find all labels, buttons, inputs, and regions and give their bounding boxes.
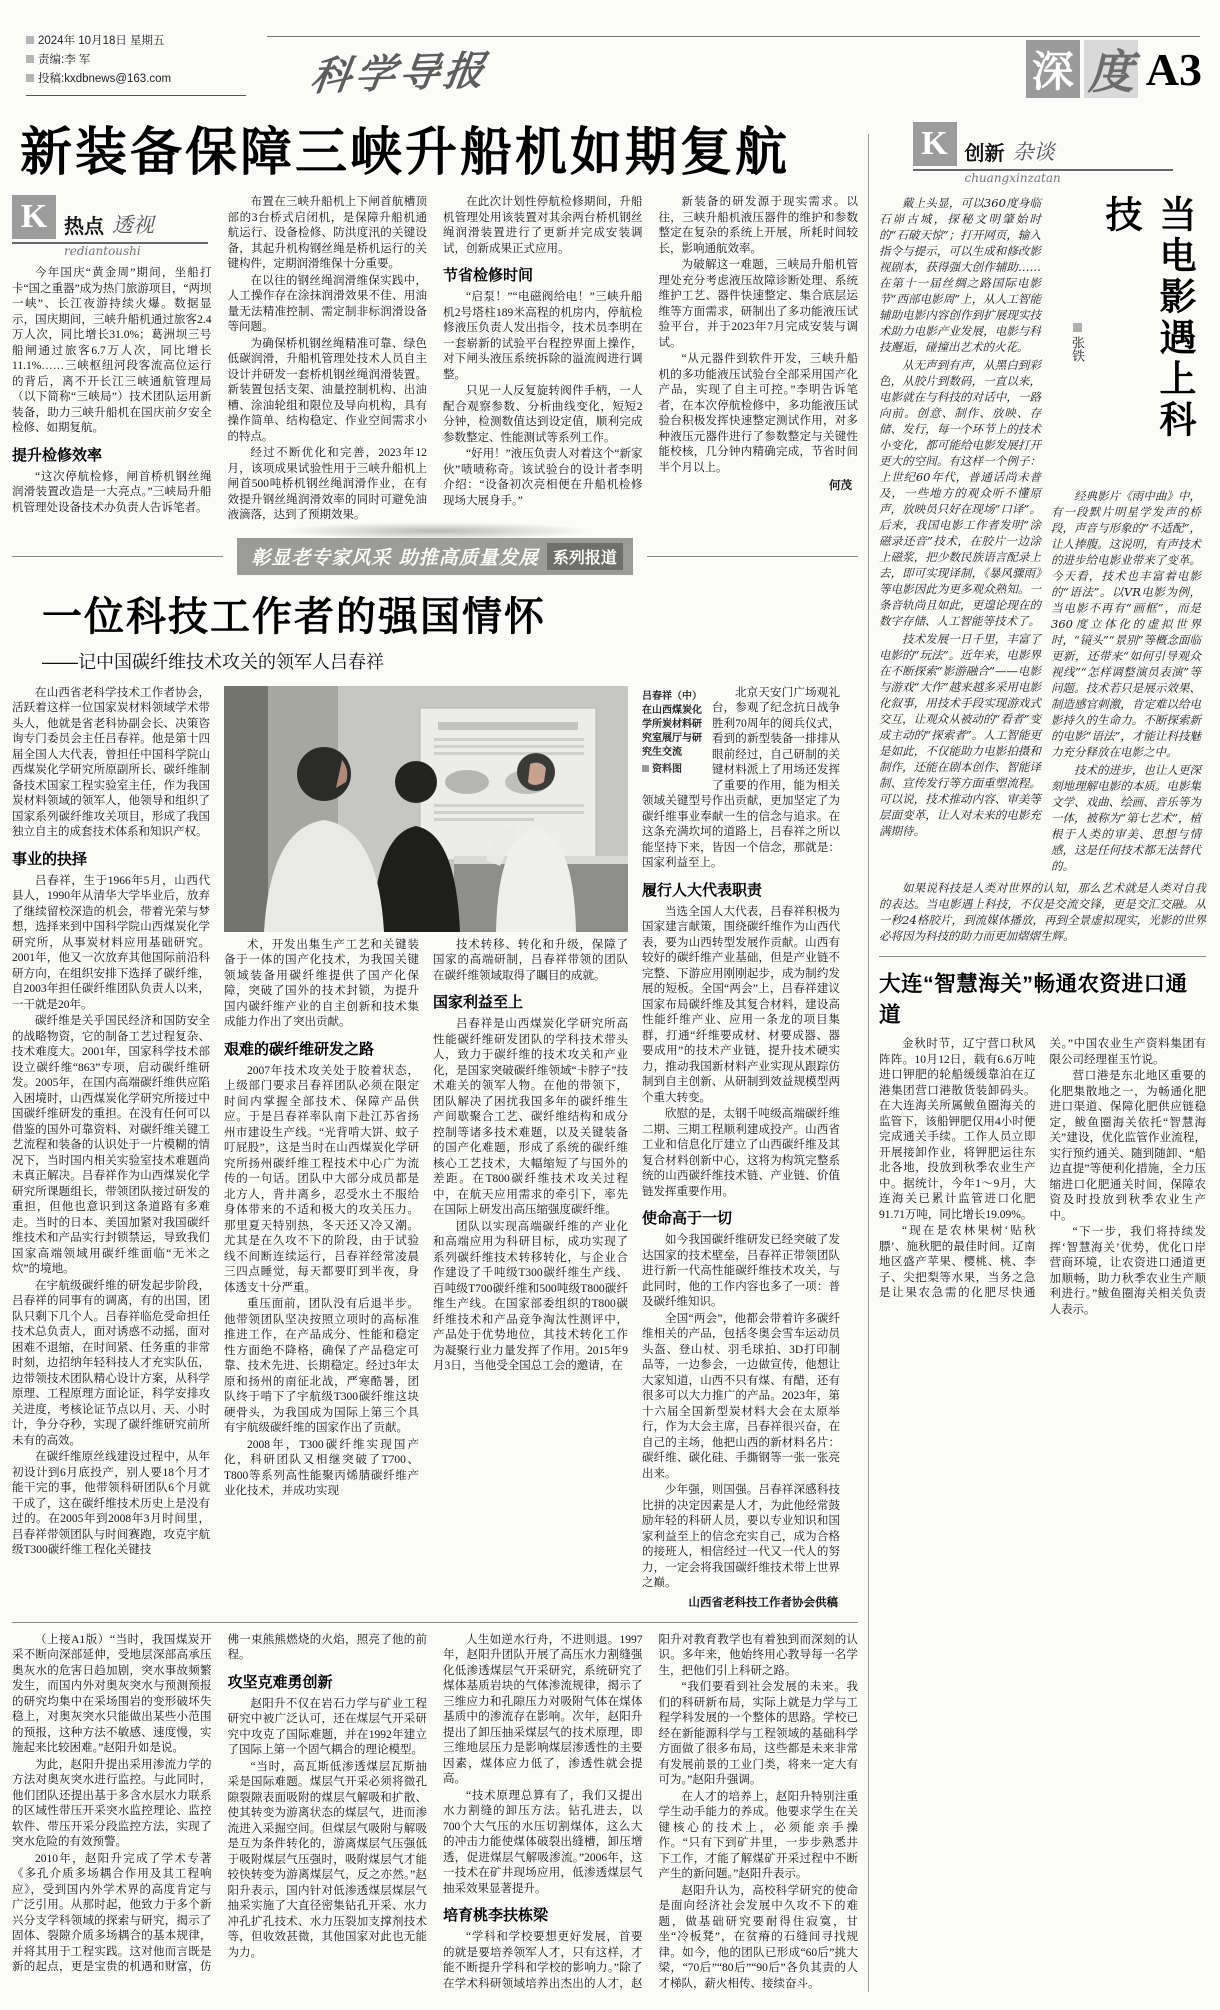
article2-col3 [433, 938, 628, 1501]
article2-col1 [12, 686, 210, 1610]
essay-film-tech [879, 195, 1206, 944]
article-subhead: 国家利益至上 [433, 994, 524, 1011]
essay-closing: 如果说科技是人类对世界的认知，那么艺术就是人类对自我的表达。当电影遇上科技，不仅是交流交锋，更是交汇交融。从一秒24格胶片，到流媒体播放，再到全景虚拟现实，光影的世界必将因为科技的助力而更加熠熠生辉。 [879, 881, 1206, 943]
article-paragraph: 在人才的培养上，赵阳升特别注重学生动手能力的养成。他要求学生在关键核心的技术上，必须能亲手操作。“只有下到矿井里，一步步熟悉井下工作，才能了解煤矿开采过程中不断产生的新问题。”赵阳升表示。 [658, 1790, 858, 1880]
article-paragraph: 技术发展一日千里，丰富了电影的“玩法”。近年来，电影界在不断探索“影游融合”——电影与游戏“大作”越来越多采用电影化叙事，用技术手段实现游戏式交互，让观众从被动的“看者”变成主动的“探索者”。人工智能更是如此，不仅能助力电影拍摄和制作，还能在剧本创作、智能译制、宣传发行等方面重塑流程。可以说，技术推动内容、审美等层面变革，让人对未来的电影充满期待。 [879, 632, 1041, 838]
article-paragraph: （上接A1版）“当时，我国煤炭开采不断向深部延伸，受地层深部高承压奥灰水的危害日趋加剧，突水事故频繁发生，而国内外对奥灰突水与预测预报的研究均集中在采场围岩的变形破坏失稳上，对奥灰突水只能做出某些小范围的预报，这种方法不敏感、速度慢，实施起来比较困难。”赵阳升如是说。 [12, 1633, 212, 1754]
article-paragraph: 戴上头显，可以360度身临石峁古城，探秘文明肇始时的“石破天惊”；打开网页，输入指令与提示，可以生成和修改影视剧本，获得强大创作辅助……在第十一届丝绸之路国际电影节“西部电影周”上，从人工智能辅助电影内容创作到扩展现实技术助力电影产业发展，电影与科技邂逅，碰撞出艺术的火花。 [879, 196, 1041, 354]
essay-title: 当电影遇上科技 [1100, 195, 1195, 441]
article2-middle [224, 686, 628, 1610]
article-paragraph: 2010年，赵阳升完成了学术专著《多孔介质多场耦合作用及其工程响应》，受到国内外学术界的高度肯定与广泛引用。从那时起，他致力于多个新兴分支学科领域的探索与研究，揭示了固体、裂隙介质多场耦合的基本规律，并将其用于工程实践。这对他而言既是新的起点，更是宝贵的机遇和财富，仿佛一束熊熊燃烧的火焰，照亮了他的前程。 [12, 1633, 427, 1973]
article-paragraph: “这次停航检修，闸首桥机钢丝绳润滑装置改造是一大亮点。”三峡局升船机管理处设备技术办负责人告诉笔者。 [12, 470, 212, 514]
article-paragraph: 经典影片《雨中曲》中，有一段默片明星学发声的桥段，声音与形象的“不适配”，让人捧腹。这说明，有声技术的进步给电影业带来了变革。今天看，技术也丰富着电影的“语法”。以VR电影为例，当电影不再有“画框”，而是360度立体化的虚拟世界时，“镜头”“景别”等概念面临更新，还带来“如何引导观众视线”“怎样调整演员表演”等问题。技术若只是展示效果、制造感官刺激，肯定难以给电影持久的生命力。不断探索新的电影“语法”，才能让科技魅力充分释放在电影之中。 [1051, 489, 1202, 759]
article-paragraph: 在宇航级碳纤维的研发起步阶段，吕春祥的同事有的调离，有的出国，团队只剩下几个人。吕春祥临危受命担任技术总负责人，面对诱惑不动摇，面对困难不退缩，在时间紧、任务重的非常时刻，边招纳年轻科技人才充实队伍，边带领技术团队精心设计方案，从科学原理、工程原理方面论证，科学安排攻关进度，考核论证节点以月、天、小时计，争分夺秒，实现了碳纤维研究前所未有的高效。 [12, 1279, 210, 1447]
article-paragraph: “我们要看到社会发展的未来。我们的科研新布局，实际上就是力学与工程学科发展的一个整体的思路。学校已经在新能源科学与工程领域的基础科学方面做了很多布局，这些都是未来非常有发展前景的工业门类，将来一定大有可为。”赵阳升强调。 [658, 1681, 858, 1786]
section-divider [12, 1622, 858, 1623]
essay-continuation [1051, 488, 1201, 876]
article-paragraph: 少年强，则国强。吕春祥深感科技比拼的决定因素是人才，为此他经常鼓励年轻的科研人员，要以专业知识和国家利益至上的信念充实自己，成为合格的接班人，相信经过一代又一代人的努力，一定会将我国碳纤维技术带上世界之巅。 [642, 1484, 840, 1589]
article2-subtitle: ——记中国碳纤维技术攻关的领军人吕春祥 [42, 651, 384, 672]
essay-right-column [1051, 195, 1201, 876]
author-square-icon [1073, 323, 1082, 332]
banner-calligraphy: 彰显老专家风采 助推高质量发展 [251, 546, 539, 569]
article2-col2 [224, 938, 419, 1501]
article-paragraph: 在以往的钢丝绳润滑维保实践中，人工操作存在涂抹润滑效果不佳、用油量无法精准控制、需定制非标润滑设备等问题。 [227, 274, 427, 333]
article-paragraph: 吕春祥是山西煤炭化学研究所高性能碳纤维研发团队的学科技术带头人，致力于碳纤维的技术攻关和产业化，是国家突破碳纤维领域“卡脖子”技术难关的领军人物。在他的带领下，团队解决了困扰我国多年的碳纤维生产间歇聚合工艺、碳纤维结构和成分控制等诸多技术难题，以及关键装备的国产化难题，形成了系统的碳纤维核心工艺技术，大幅缩短了与国外的差距。在T800碳纤维技术攻关过程中，在航天应用需求的牵引下，率先在国际上研发出高压缩强度碳纤维。 [433, 1018, 628, 1216]
article-paragraph: 吕春祥，生于1966年5月，山西代县人，1990年从清华大学毕业后，放弃了继续留校深造的机会，带着光荣与梦想，选择来到中国科学院山西煤炭化学研究所，从事炭材料应用基础研究。2001年，他又一次放弃其他国际前沿科研方向，在组织安排下选择了碳纤维，自2003年担任碳纤维团队负责人以来，一干就是20年。 [12, 874, 210, 1011]
banner-rule-left [12, 556, 223, 557]
article-paragraph: 2007年技术攻关处于胶着状态，上级部门要求吕春祥团队必须在限定时间内掌握全部技术、保障产品供应。于是吕春祥率队南下赴江苏省扬州市建设生产线。“光背啃大饼、蚊子叮屁股”，这是当时在山西煤炭化学研究所扬州碳纤维工程技术中心广为流传的一句话。团队中大部分成员都是北方人，背井离乡，忍受水土不服给身体带来的不适和极大的攻关压力。那里夏天特别热，冬天还又冷又潮。尤其是在久攻不下的阶段，由于试验线不间断连续运行，吕春祥经常凌晨三四点睡觉，每天都要盯到半夜，身体透支十分严重。 [224, 1064, 419, 1294]
photo-caption: 吕春祥（中）在山西煤炭化学所炭材料研究室展厅与研究生交流 资料图 [642, 690, 702, 775]
article2-col4 [642, 686, 840, 1610]
essay-author: 张铁 [1068, 323, 1087, 480]
article-paragraph: 如今我国碳纤维研发已经突破了发达国家的技术壁垒，吕春祥正带领团队进行新一代高性能碳纤维技术攻关，与此同时，他的工作内容也多了一项：普及碳纤维知识。 [642, 1234, 840, 1308]
article-subhead: 培育桃李扶栋梁 [443, 1907, 549, 1924]
article-paragraph: “技术原理总算有了，我们又提出水力割缝的卸压方法。钻孔进去，以700个大气压的水压切割煤体，这么大的冲击力能使煤体破裂出缝槽，卸压增透，促进煤层气解吸渗流。”2006年，这一技术在矿井现场应用，低渗透煤层气抽采效果显著提升。 [443, 1789, 643, 1895]
article2-headline: 一位科技工作者的强国情怀 [42, 594, 546, 639]
article-paragraph: 当选全国人大代表，吕春祥积极为国家建言献策，围绕碳纤维作为山西代表，要为山西转型发展作贡献。山西有较好的碳纤维产业基础，但是产业链不完整、下游应用刚刚起步，成为制约发展的短板。全国“两会”上，吕春祥建议国家布局碳纤维及其复合材料，建设高性能纤维产业、应用一条龙的项目集群，打通“纤维要成材、材要成器、器要成用”的技术产业链，提升技术硬实力，推动我国新材料产业实现从跟踪仿制到自主创新、从研制到效益规模型两个重大转变。 [642, 905, 840, 1104]
photo-illustration [224, 686, 628, 932]
bullet-square-icon [26, 74, 34, 82]
paper-logo: 科学导报 [307, 46, 492, 101]
article-paragraph: 重压面前，团队没有后退半步。他带领团队坚决按照立项时的高标准推进工作，在产品成分、性能和稳定性方面绝不降格，确保了产品稳定可靠、技术先进、长期稳定。经过3年太原和扬州的南征北战，严寒酷暑，团队终于啃下了宇航级T300碳纤维这块硬骨头，为我国成为国际上第三个具有宇航级碳纤维的国家作出了贡献。 [224, 1298, 419, 1434]
article2-col4-text [642, 686, 840, 1610]
article-subhead: 提升检修效率 [12, 446, 103, 464]
main-column [12, 106, 858, 1992]
column-rule [868, 134, 869, 1992]
article-subhead: 履行人大代表职责 [642, 881, 763, 899]
article1-headline: 新装备保障三峡升船机如期复航 [20, 124, 791, 182]
article-paragraph: 在碳纤维原丝线建设过程中，从年初设计到6月底投产，别人要18个月才能干完的事，他带领科研团队6个月就干成了，这在碳纤维技术历史上是没有过的。在2005年到2008年3月时间里，吕春祥带领团队与时间赛跑，攻克宇航级T300碳纤维工程化关键技 [12, 1451, 210, 1556]
article-paragraph: “当时，高瓦斯低渗透煤层瓦斯抽采是国际难题。煤层气开采必须将微孔隙裂隙表面吸附的煤层气解吸和扩散、使其转变为游离状态的煤层气，进而渗流进入采掘空间。但煤层气吸附与解吸是互为条件转化的，游离煤层气压强低于吸附煤层气压强时，吸附煤层气才能较快转变为游离煤层气，反之亦然。”赵阳升表示，国内针对低渗透煤层煤层气抽采实施了大直径密集钻孔开采、水力冲孔扩孔技术、水力压裂加支撑剂技术等，但收效甚微，其他国家对此也无能为力。 [227, 1760, 427, 1959]
article-paragraph: “现在是农林果树‘贴秋膘’、施秋肥的最佳时间。辽南地区盛产苹果、樱桃、桃、李子、尖把梨等水果，当务之急是让果农急需的化肥尽快通关。”中国农业生产资料集团有限公司经理崔玉竹说。 [879, 1038, 1206, 1299]
bullet-square-icon [26, 55, 34, 63]
article-paragraph: 今年国庆“黄金周”期间，坐船打卡“国之重器”成为热门旅游项目，“两坝一峡”、长江夜游持续火爆。数据显示，国庆期间，三峡升船机通过旅客2.4万人次，同比增长31.0%；葛洲坝三号船闸通过旅客6.7万人次，同比增长11.1%……三峡枢纽河段客流高位运行的背后，离不开长江三峡通航管理局（以下简称“三峡局”）技术团队运用新装备，助力三峡升船机在国庆前夕安全检修、如期复航。 [12, 267, 212, 434]
kicker-chuangxinzatan: K 创新 杂谈 chuangxinzatan [913, 122, 1173, 185]
article-paragraph: “下一步，我们将持续发挥‘智慧海关’优势，优化口岸营商环境，让农资进口通道更加顺畅，助力秋季农业生产顺利进行。”鲅鱼圈海关相关负责人表示。 [1049, 1226, 1206, 1316]
page-number: A3 [1145, 43, 1202, 95]
article-paragraph: 为破解这一难题，三峡局升船机管理处充分考虑液压故障诊断处理、系统维护工艺、器件快速整定、集合底层运维等方面需求，研制出了多功能液压试验平台，并于2023年7月完成安装与调试。 [658, 259, 858, 349]
article2-photo [224, 686, 628, 932]
article-paragraph: 技术转移、转化和升级，保障了国家的高端研制，吕春祥带领的团队在碳纤维领域取得了瞩目的成就。 [433, 938, 628, 982]
banner-rule-right [647, 556, 858, 557]
article-subhead: 事业的抉择 [12, 850, 88, 868]
editor-line: 责编:李 军 [26, 51, 246, 70]
article-paragraph: 团队以实现高端碳纤维的产业化和高端应用为科研目标，成功实现了系列碳纤维技术转移转化，与企业合作建设了千吨级T300碳纤维生产线、百吨级T700碳纤维和500吨级T800碳纤维生产线。在国家部委组织的T800碳纤维技术和产品竞争淘汰性测评中，产品处于优势地位，其技术转化工作为凝聚行业力量发挥了作用。2015年9月3日，当他受全国总工会的邀请，在 [433, 1220, 628, 1372]
article-paragraph: 经过不断优化和完善，2023年12月，该项成果试验性用于三峡升船机上闸首500吨桥机钢丝绳润滑作业，在有效提升钢丝绳润滑效率的同时可避免油液滴落，达到了预期效果。 [227, 447, 427, 521]
article-paragraph: “从元器件到软件开发，三峡升船机的多功能液压试验台全部采用国产化产品，实现了自主可控。”李明告诉笔者，在本次停航检修中，多功能液压试验台积极发挥快速整定测试作用，对多种液压元器件进行了参数整定与关键性能校核，几分钟内精确完成，节省时间半个月以上。 [658, 353, 858, 474]
article-paragraph: 欣慰的是，太钢千吨级高端碳纤维二期、三期工程顺利建成投产。山西省工业和信息化厅建立了山西碳纤维及其复合材料创新中心，这将为构筑完整系统的山西碳纤维技术链、产业链、价值链发挥重要作用。 [642, 1108, 840, 1198]
section-badge [1026, 40, 1202, 98]
article-paragraph: “启泵！”“电磁阀给电！”三峡升船机2号塔柱189米高程的机房内，停航检修液压负责人发出指令，技术员李明在一套崭新的试验平台程控界面上操作，对下闸头液压系统拆除的溢流阀进行调整。 [443, 291, 643, 381]
bullet-square-icon [26, 36, 34, 44]
masthead [12, 14, 1208, 106]
article4-headline: 大连“智慧海关”畅通农资进口通道 [879, 972, 1188, 1027]
article-paragraph: 人生如逆水行舟，不进则退。1997年，赵阳升团队开展了高压水力割缝强化低渗透煤层气开采研究，系统研究了煤体基质岩块的气体渗流规律，揭示了三维应力和孔隙压力对吸附气体在煤体基质中的渗流存在影响。次年，赵阳升提出了卸压抽采煤层气的技术原理，即三维地层压力是影响煤层渗透性的主要因素，煤体应力低了，渗透性就会提高。 [443, 1633, 643, 1785]
article-paragraph: 为此，赵阳升提出采用渗流力学的方法对奥灰突水进行监控。与此同时，他们团队还提出基于多含水层水力联系的区域性带压开采突水监控理论、监控软件、带压开采分段监控方法，实现了突水危险的有效预警。 [12, 1758, 212, 1848]
masthead-meta [26, 32, 246, 96]
article-lv-chunxiang [12, 585, 858, 1610]
article1-body [12, 195, 858, 524]
article-subhead: 使命高于一切 [642, 1210, 733, 1227]
article-paragraph: 新装备的研发源于现实需求。以往，三峡升船机液压器件的维护和参数整定在复杂的系统上开展，所耗时间较长，影响通航效率。 [658, 196, 858, 255]
article-paragraph: 山西省老科技工作者协会供稿 [688, 1596, 838, 1609]
article-paragraph: 布置在三峡升船机上下闸首航槽顶部的3台桥式启闭机，是保障升船机通航运行、设备检修、防洪度汛的关键设备，其起升机构钢丝绳是桥机运行的关键构件，定期润滑维保十分重要。 [227, 196, 427, 270]
article-paragraph: “好用！”液压负责人对着这个“新家伙”啧啧称奇。该试验台的设计者李明介绍：“设备初次亮相便在升船机检修现场大展身手。” [443, 448, 643, 507]
sidebar-divider [879, 956, 1206, 957]
banner-tag: 系列报道 [547, 543, 623, 570]
article-paragraph: 何茂 [829, 480, 852, 492]
article3-body [12, 1633, 858, 1993]
essay-left-column [879, 195, 1041, 876]
article-paragraph: 技术的进步，也让人更深刻地理解电影的本质。电影集文学、戏曲、绘画、音乐等为一体，被称为“第七艺术”，植根于人类的审美、思想与情感，这是任何技术都无法替代的。 [1051, 763, 1201, 873]
article-paragraph: 2008年，T300碳纤维实现国产化，科研团队又相继突破了T700、T800等系列高性能聚丙烯腈碳纤维产业化技术，并成功实现 [224, 1438, 419, 1497]
article-paragraph: 只见一人反复旋转阀件手柄，一人配合观察参数、分析曲线变化，短短2分钟，检测数值达到设定值，顺利完成参数整定、性能测试等系列工作。 [443, 385, 643, 444]
submission-line: 投稿:kxdbnews@163.com [26, 70, 246, 89]
article-paragraph: 赵阳升认为，高校科学研究的使命是面向经济社会发展中久攻不下的难题，做基础研究要耐得住寂寞，甘坐“冷板凳”，在贫瘠的石缝间寻找规律。如今，他的团队已形成“60后”挑大梁，“70后”“80后”“90后”各负其责的人才梯队，薪火相传、接续奋斗。 [658, 1884, 858, 1990]
article-paragraph: 碳纤维是关乎国民经济和国防安全的战略物资，它的制备工艺过程复杂、技术难度大。2001年，国家科学技术部设立碳纤维“863”专项，启动碳纤维研发。2005年，在国内高端碳纤维供应陷入困境时，山西煤炭化学研究所接过中国碳纤维研发的重担。在没有任何可以借鉴的国外可靠资料、对碳纤维关键工艺流程和装备的认识处于一片模糊的情况下，当时国内相关实验室技术难题尚未真正解决。吕春祥作为山西煤炭化学研究所课题组长，带领团队接过研发的重担，但他也意识到这条道路有多难走。当时的日本、美国加紧对我国碳纤维技术和产品实行封锁禁运，导致我们国家高端领域用碳纤维面临“无米之炊”的境地。 [12, 1015, 210, 1275]
article-paragraph: 全国“两会”，他都会带着许多碳纤维相关的产品，包括冬奥会雪车运动员头盔、登山杖、羽毛球拍、3D打印制品等，一边参会，一边做宣传，他想让大家知道，山西不只有煤、有醋，还有很多可以大力推广的产品。2023年，第十六届全国新型炭材料大会在太原举行，作为大会主席，吕春祥很兴奋，在自己的主场，他把山西的新材料名片：碳纤维、碳化硅、手撕钢等一张一张亮出来。 [642, 1312, 840, 1480]
article-paragraph: 金秋时节，辽宁营口秋风阵阵。10月12日，载有6.6万吨进口钾肥的轮船缓缓靠泊在辽港集团营口港散货装卸码头。在大连海关所属鲅鱼圈海关的监管下，该船钾肥仅用4小时便完成通关手续。工作人员立即开展接卸作业，将钾肥运往东北各地，投放到秋季农业生产中。据统计，今年1～9月，大连海关已累计监管进口化肥91.71万吨，同比增长19.09%。 [879, 1038, 1036, 1221]
article-paragraph: 从无声到有声，从黑白到彩色，从胶片到数码，一直以来，电影就在与科技的对话中，一路向前。创意、制作、放映、存储、发行，每一个环节上的技术小变化，都可能给电影发展打开更大的空间。有这样一个例子：上世纪60年代，普通话尚未普及，一些地方的观众听不懂原声，放映员只好在现场“口译”。后来，我国电影工作者发明“涂磁录还音”技术，在胶片一边涂上磁浆，把少数民族语言配录上去，即可实现译制，《暴风骤雨》等电影因此为更多观众熟知。一条音轨尚且如此，更遑论现在的数字存储、人工智能等技术了。 [879, 358, 1041, 628]
article-subhead: 节省检修时间 [443, 267, 534, 284]
sidebar [879, 106, 1206, 1992]
article-paragraph: 术，开发出集生产工艺和关键装备于一体的国产化技术，为我国关键领域装备用碳纤维提供了国产化保障，突破了国外的技术封锁，为提升国内碳纤维产业的自主创新和技术集成能力作出了突出贡献。 [224, 938, 419, 1028]
k-logo-icon: K [12, 195, 56, 239]
credit-square-icon [642, 765, 649, 772]
kicker-rediantoushi: K 热点 透视 rediantoushi [12, 195, 208, 258]
article-paragraph: 为确保桥机钢丝绳精准可靠、绿色低碳润滑，升船机管理处技术人员自主设计并研发一套桥机钢丝绳润滑装置。新装置包括支架、油量控制机构、出油槽、涂油轮组和限位及导向机构，具有操作简单、结构稳定、作业空间需求小的特点。 [227, 337, 427, 443]
article-paragraph: 赵阳升不仅在岩石力学与矿业工程研究中被广泛认可，还在煤层气开采研究中攻克了国际难题，并在1992年建立了国际上第一个固气耦合的理论模型。 [227, 1697, 427, 1756]
article-subhead: 艰难的碳纤维研发之路 [224, 1040, 375, 1058]
section-char-du: 度 [1084, 40, 1138, 98]
section-char-shen: 深 [1026, 40, 1080, 98]
article-paragraph: 在此次计划性停航检修期间，升船机管理处用该装置对其余两台桥机钢丝绳润滑装置进行了更新并完成安装调试，创新成果正式应用。 [443, 196, 643, 255]
article-dalian-customs [879, 967, 1206, 1318]
article-paragraph: 北京天安门广场观礼台，参观了纪念抗日战争胜利70周年的阅兵仪式，看到的新型装备一排排从眼前经过，自己研制的关键材料派上了用场还发挥了重要的作用，能为相关领域关键型号作出贡献，更加坚定了为碳纤维事业奉献一生的信念与追求。在这条充满坎坷的道路上，吕春祥之所以能坚持下来，皆因一个信念，那就是：国家利益至上。 [642, 686, 840, 869]
article4-body [879, 1037, 1206, 1318]
article-paragraph: 在山西省老科学技术工作者协会，活跃着这样一位国家炭材料领域学术带头人，他就是省老科协副会长、决策咨询专门委员会主任吕春祥。他是第十四届全国人大代表，曾担任中国科学院山西煤炭化学研究所原副所长、碳纤维制备技术国家工程实验室主任，作为我国炭材料领域的领军人，他领导和组织了国家系列碳纤维攻关项目，形成了我国独立自主的成套技术体系和知识产权。 [12, 686, 210, 838]
article-paragraph: 营口港是东北地区重要的化肥集散地之一，为畅通化肥进口渠道、保障化肥供应链稳定，鲅鱼圈海关依托“智慧海关”建设，优化监管作业流程，实行预约通关、随到随卸、“船边直提”等便利化措施，全力压缩进口化肥通关时间，保障农资及时投放到秋季农业生产中。 [1049, 1070, 1206, 1222]
article-ship-lift [12, 110, 858, 524]
masthead-rule [267, 36, 1200, 37]
article-subhead: 攻坚克难勇创新 [227, 1673, 333, 1691]
series-banner [12, 538, 858, 575]
k-logo-icon: K [913, 122, 957, 166]
article-zhao-yangsheng-continued [12, 1633, 858, 1993]
article-paragraph: “学科和学校要想更好发展，首要的就是要培养领军人才，只有这样，才能不断提升学科和学校的影响力。”除了在学术科研领域培养出杰出的人才，赵阳升对教育教学也有着独到而深刻的认识。多年来，他始终用心教导每一名学生，把他们引上科研之路。 [443, 1633, 858, 1990]
date-line: 2024年 10月18日 星期五 [26, 32, 246, 51]
